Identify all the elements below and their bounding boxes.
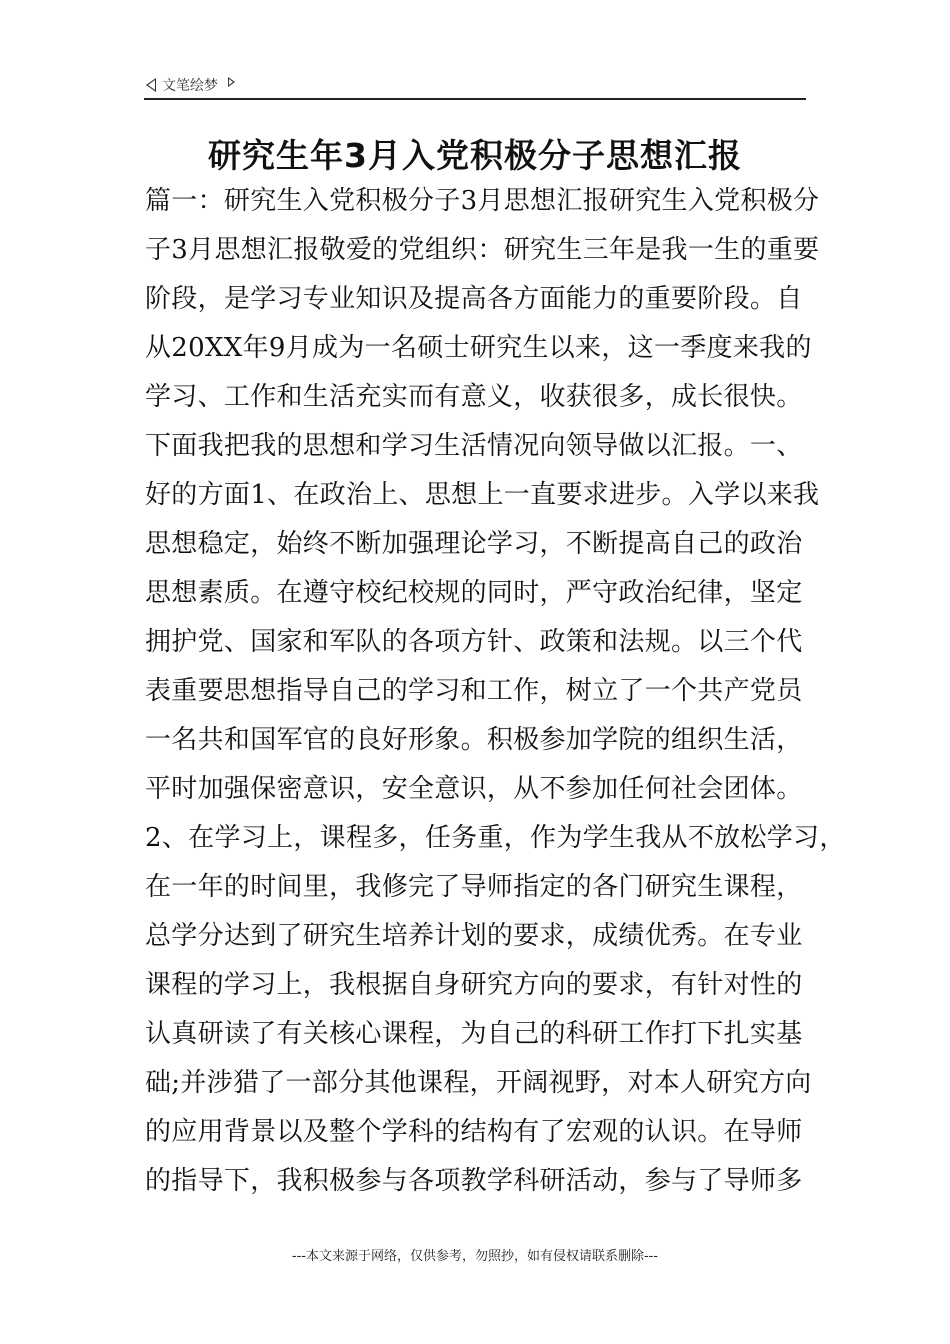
body-line: 的应用背景以及整个学科的结构有了宏观的认识。在导师 (145, 1117, 803, 1147)
document-title: 研究生年3月入党积极分子思想汇报 (208, 136, 742, 175)
body-line: 思想素质。在遵守校纪校规的同时，严守政治纪律，坚定 (145, 578, 803, 608)
body-line: 表重要思想指导自己的学习和工作，树立了一个共产党员 (145, 676, 803, 706)
body-line: 好的方面1、在政治上、思想上一直要求进步。入学以来我 (145, 480, 820, 510)
body-line: 篇一：研究生入党积极分子3月思想汇报研究生入党积极分 (145, 186, 820, 216)
body-line: 课程的学习上，我根据自身研究方向的要求，有针对性的 (145, 970, 803, 1000)
body-line: 础;并涉猎了一部分其他课程，开阔视野，对本人研究方向 (145, 1068, 812, 1098)
document-body (145, 181, 846, 1210)
body-line: 思想稳定，始终不断加强理论学习，不断提高自己的政治 (145, 529, 803, 559)
footer-notice: ---本文来源于网络，仅供参考，勿照抄，如有侵权请联系删除--- (291, 1249, 659, 1264)
body-line: 认真研读了有关核心课程，为自己的科研工作打下扎实基 (145, 1019, 803, 1049)
body-line: 2、在学习上，课程多，任务重，作为学生我从不放松学习， (145, 823, 846, 853)
page-header (144, 72, 806, 100)
body-line: 学习、工作和生活充实而有意义，收获很多，成长很快。 (145, 382, 803, 412)
body-line: 在一年的时间里，我修完了导师指定的各门研究生课程， (145, 872, 803, 902)
body-line: 总学分达到了研究生培养计划的要求，成绩优秀。在专业 (145, 921, 803, 951)
body-line: 一名共和国军官的良好形象。积极参加学院的组织生活， (145, 725, 803, 755)
body-line: 阶段，是学习专业知识及提高各方面能力的重要阶段。自 (145, 284, 803, 314)
body-line: 平时加强保密意识，安全意识，从不参加任何社会团体。 (145, 774, 803, 804)
body-line: 从20XX年9月成为一名硕士研究生以来，这一季度来我的 (145, 333, 812, 363)
body-line: 下面我把我的思想和学习生活情况向领导做以汇报。一、 (145, 431, 803, 461)
triangle-right-icon (228, 77, 235, 87)
body-line: 的指导下，我积极参与各项教学科研活动，参与了导师多 (145, 1166, 803, 1196)
body-line: 拥护党、国家和军队的各项方针、政策和法规。以三个代 (145, 627, 803, 657)
body-line: 子3月思想汇报敬爱的党组织：研究生三年是我一生的重要 (145, 235, 820, 265)
header-brand: 文笔绘梦 (162, 78, 218, 94)
header-brand-group (146, 75, 235, 95)
triangle-left-icon (146, 78, 156, 92)
